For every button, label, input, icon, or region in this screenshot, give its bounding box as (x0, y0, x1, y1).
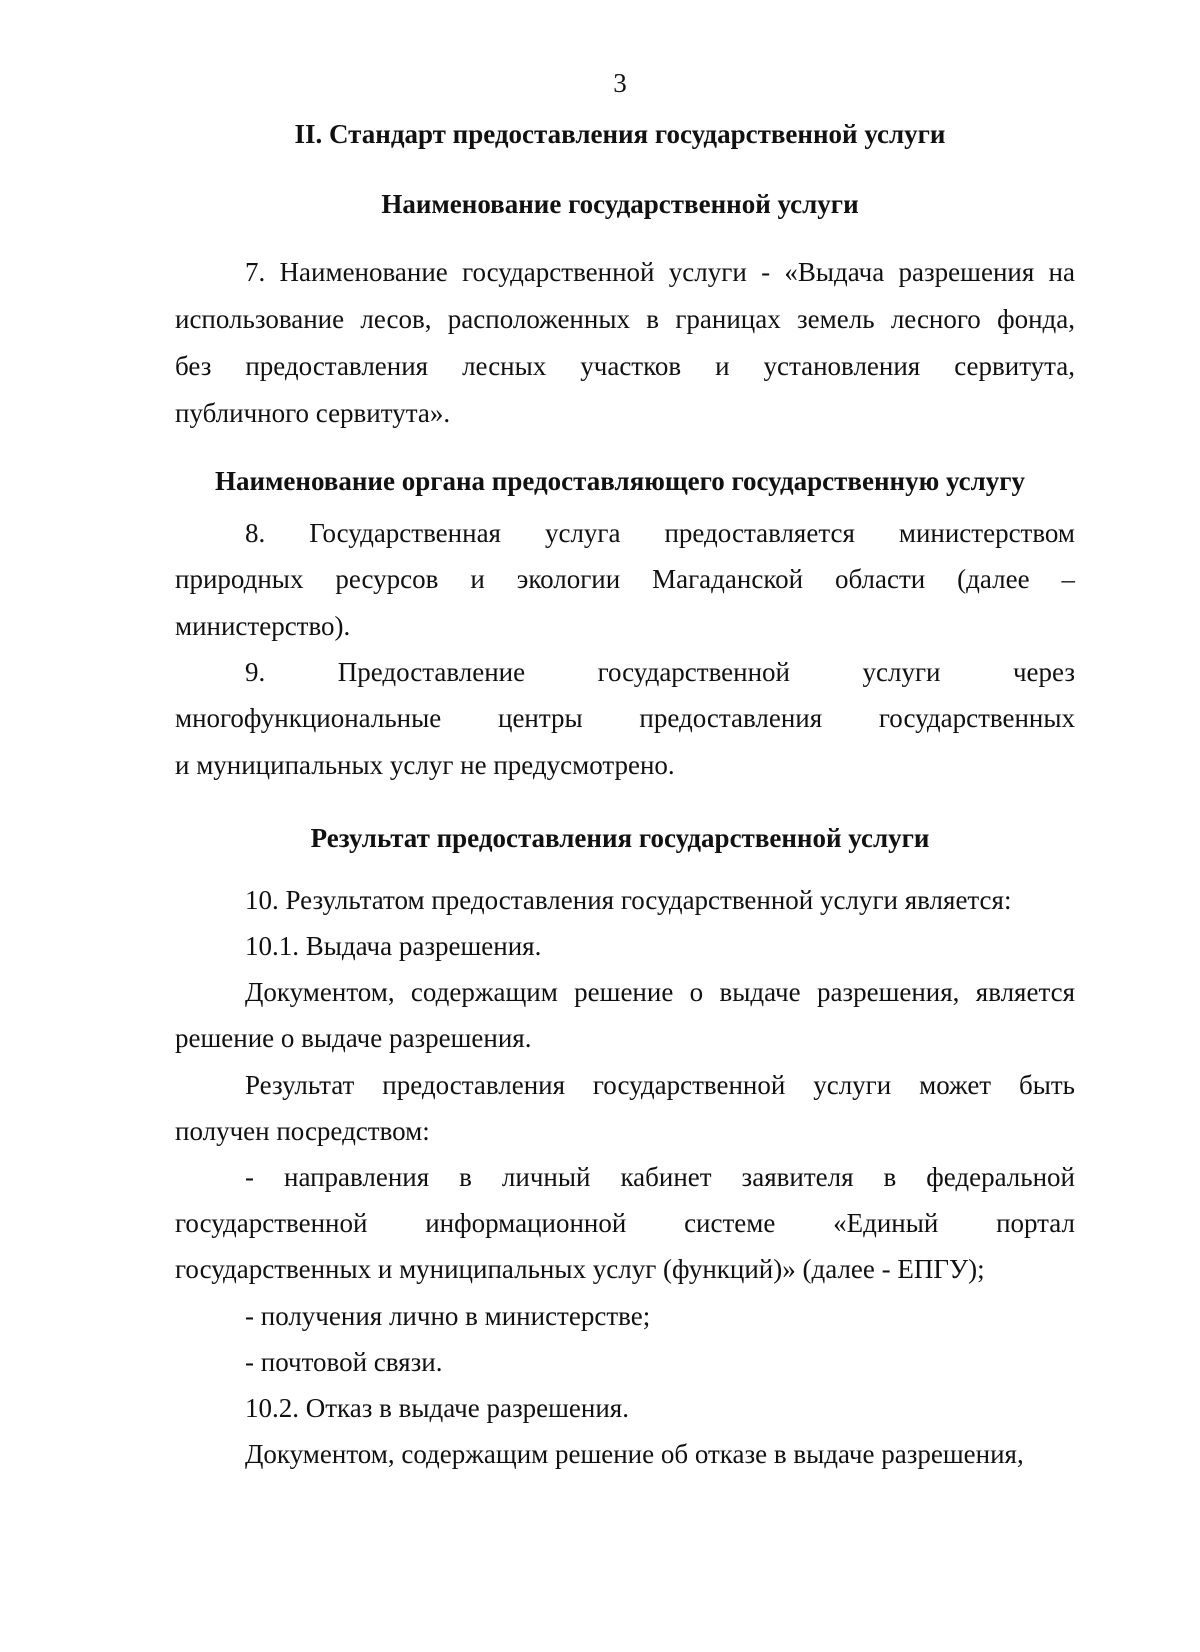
paragraph-line: 9. Предоставление государственной услуги через (245, 657, 1075, 687)
paragraph-line: 8. Государственная услуга предоставляется министерством (245, 518, 1075, 548)
paragraph-line: многофункциональные центры предоставления государственных (175, 703, 1075, 733)
paragraph-line: и муниципальных услуг не предусмотрено. (175, 750, 675, 780)
paragraph-line: природных ресурсов и экологии Магаданской области (далее – (175, 564, 1075, 594)
paragraph-line: Документом, содержащим решение о выдаче разрешения, является (245, 977, 1075, 1007)
section-heading: II. Стандарт предоставления государственной услуги (294, 119, 946, 149)
paragraph-line: - получения лично в министерстве; (245, 1301, 651, 1331)
service-name-heading: Наименование государственной услуги (381, 189, 859, 219)
paragraph-line: получен посредством: (175, 1116, 430, 1146)
paragraph-line: - почтовой связи. (245, 1347, 443, 1377)
paragraph-line: публичного сервитута». (175, 398, 451, 428)
paragraph-line: государственной информационной системе «Единый портал (175, 1208, 1075, 1238)
paragraph-line: решение о выдаче разрешения. (175, 1023, 532, 1053)
organ-heading: Наименование органа предоставляющего государственную услугу (214, 466, 1026, 496)
paragraph-line: 10.1. Выдача разрешения. (245, 931, 542, 961)
result-heading: Результат предоставления государственной услуги (310, 823, 930, 853)
paragraph-line: 10.2. Отказ в выдаче разрешения. (245, 1393, 629, 1423)
paragraph-line: использование лесов, расположенных в границах земель лесного фонда, (175, 304, 1075, 334)
paragraph-line: без предоставления лесных участков и установления сервитута, (175, 351, 1075, 381)
paragraph-line: государственных и муниципальных услуг (функций)» (далее - ЕПГУ); (175, 1254, 985, 1284)
paragraph-line: 10. Результатом предоставления государственной услуги является: (245, 885, 1012, 915)
paragraph-line: Документом, содержащим решение об отказе в выдаче разрешения, (245, 1439, 1024, 1469)
page-number: 3 (613, 68, 627, 98)
paragraph-line: 7. Наименование государственной услуги - «Выдача разрешения на (245, 257, 1075, 287)
paragraph-line: министерство). (175, 611, 351, 641)
paragraph-line: - направления в личный кабинет заявителя в федеральной (245, 1162, 1075, 1192)
paragraph-line: Результат предоставления государственной услуги может быть (245, 1070, 1075, 1100)
